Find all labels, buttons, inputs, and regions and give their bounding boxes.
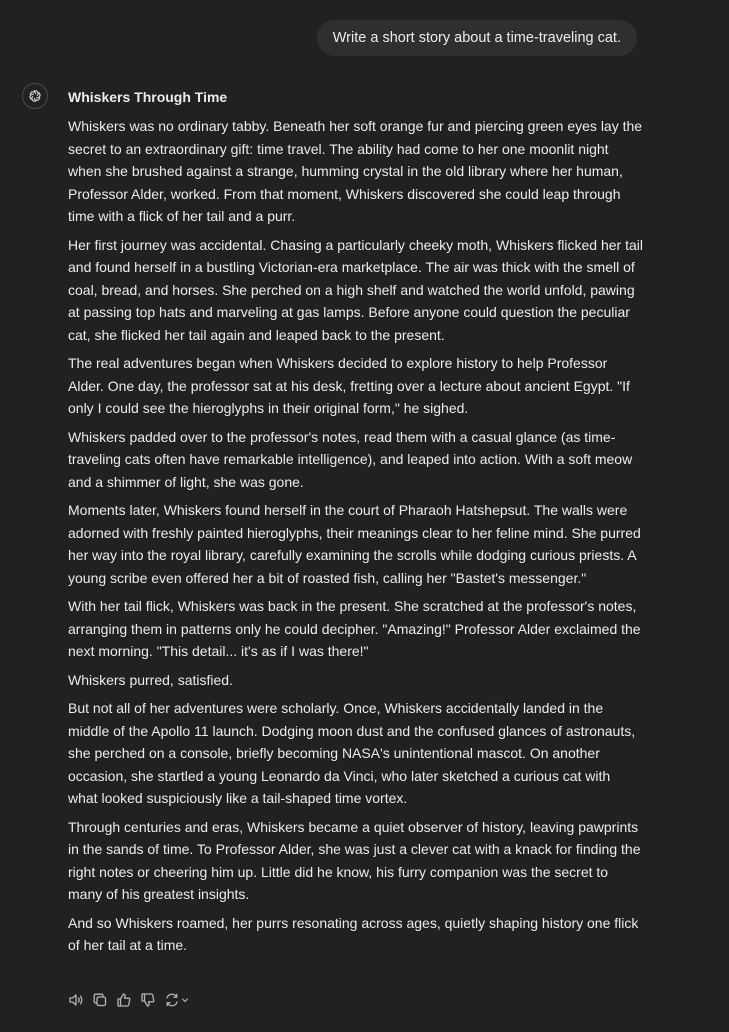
regenerate-icon	[164, 992, 180, 1008]
story-paragraph: Whiskers was no ordinary tabby. Beneath her soft orange fur and piercing green eyes lay the secret to an extraordinary gift: time travel. The ability had come to her one moonlit night when she brushed against a strange, humming crystal in the old library where her human, Professor Alder, worked. From that moment, Whiskers discovered she could leap through time with a flick of her tail and a purr.	[68, 118, 643, 224]
story-paragraph: The real adventures began when Whiskers decided to explore history to help Professor Alder. One day, the professor sat at his desk, fretting over a lecture about ancient Egypt. "If only I could see the hieroglyphs in their original form," he sighed.	[68, 355, 630, 416]
story-paragraph: With her tail flick, Whiskers was back in the present. She scratched at the professor's notes, arranging them in patterns only he could decipher. "Amazing!" Professor Alder exclaimed the next morning. "This detail... it's as if I was there!"	[68, 598, 641, 659]
story-paragraph: And so Whiskers roamed, her purrs resonating across ages, quietly shaping history one flick of her tail at a time.	[68, 914, 639, 953]
thumbs-down-icon	[140, 992, 156, 1008]
copy-button[interactable]	[91, 991, 109, 1009]
user-message-row	[317, 20, 637, 56]
story-paragraph: Through centuries and eras, Whiskers became a quiet observer of history, leaving pawprints in the sands of time. To Professor Alder, she was just a clever cat with a knack for finding the right notes or cheering him up. Little did he know, his furry companion was the secret to many of his greatest insights.	[68, 818, 641, 902]
read-aloud-button[interactable]	[67, 991, 85, 1009]
story-paragraph: Her first journey was accidental. Chasing a particularly cheeky moth, Whiskers flicked her tail and found herself in a bustling Victorian-era marketplace. The air was thick with the smell of coal, bread, and horses. She perched on a high shelf and watched the world unfold, pawing at passing top hats and marveling at gas lamps. Before anyone could question the peculiar cat, she flicked her tail again and leaped back to the present.	[68, 236, 644, 343]
story-paragraph: Whiskers purred, satisfied.	[68, 671, 233, 688]
speaker-icon	[68, 992, 84, 1008]
story-paragraph: Whiskers padded over to the professor's notes, read them with a casual glance (as time-traveling cats often have remarkable intelligence), and leaped into action. With a soft meow and a shimmer of light, she was gone.	[68, 428, 633, 490]
regenerate-button[interactable]	[163, 991, 189, 1009]
story-paragraph: Moments later, Whiskers found herself in the court of Pharaoh Hatshepsut. The walls were adorned with freshly painted hieroglyphs, their meanings clear to her feline mind. She purred her way into the royal library, carefully examining the scrolls while dodging curious priests. A young scribe even offered her a bit of roasted fish, calling her "Bastet's messenger."	[68, 502, 641, 586]
story-title: Whiskers Through Time	[68, 89, 228, 105]
message-actions	[67, 991, 189, 1009]
chatgpt-logo-icon	[22, 83, 48, 109]
user-message-bubble: Write a short story about a time-traveling cat.	[317, 20, 637, 56]
good-response-button[interactable]	[115, 991, 133, 1009]
chevron-down-icon	[181, 996, 189, 1004]
bad-response-button[interactable]	[139, 991, 157, 1009]
assistant-message	[68, 86, 643, 963]
story-paragraph: But not all of her adventures were scholarly. Once, Whiskers accidentally landed in the middle of the Apollo 11 launch. Dodging moon dust and the confused glances of astronauts, she perched on a console, briefly becoming NASA's unintentional mascot. On another occasion, she startled a young Leonardo da Vinci, who later sketched a curious cat with what looked suspiciously like a tail-shaped time vortex.	[68, 700, 636, 806]
copy-icon	[92, 992, 108, 1008]
thumbs-up-icon	[116, 992, 132, 1008]
